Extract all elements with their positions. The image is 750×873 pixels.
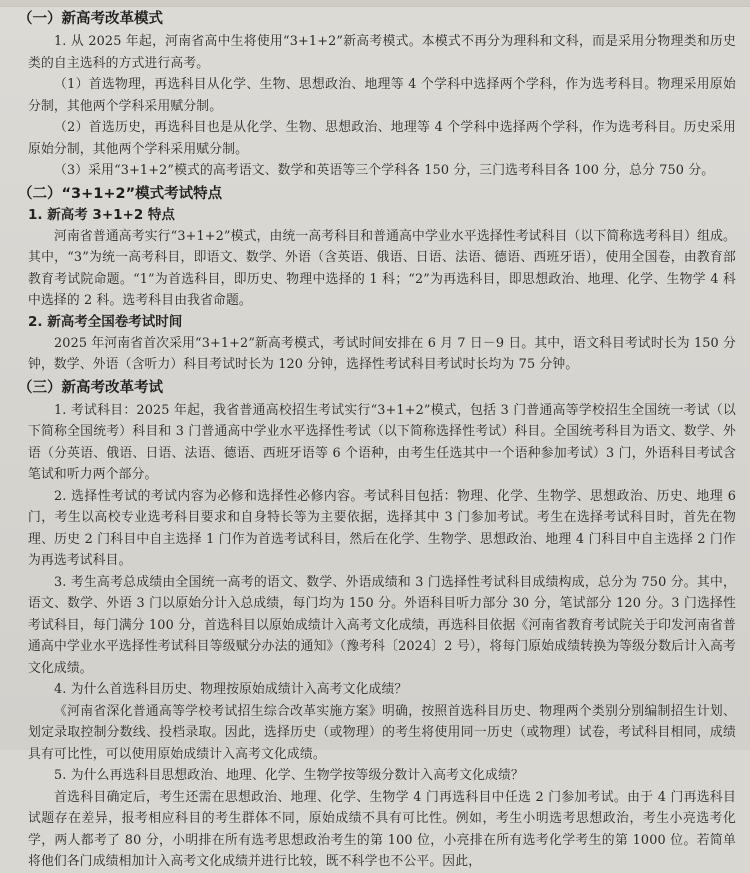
section-2-subheading-2: 2. 新高考全国卷考试时间 xyxy=(28,313,183,330)
section-2-subheading-1: 1. 新高考 3+1+2 特点 xyxy=(28,206,175,223)
section-1-para-4: （3）采用“3+1+2”模式的高考语文、数学和英语等三个学科各 150 分，三门选考科目各 100 分，总分 750 分。 xyxy=(54,163,715,178)
section-2-heading: （二）“3+1+2”模式考试特点 xyxy=(18,185,223,202)
section-3-question-4: 4. 为什么首选科目历史、物理按原始成绩计入高考文化成绩？ xyxy=(54,682,408,697)
section-3-para-3: 3. 考生高考总成绩由全国统一高考的语文、数学、外语成绩和 3 门选择性考试科目成绩构成，总分为 750 分。其中，语文、数学、外语 3 门以原始分计入总成绩，每门均为 150 分。外语科目听力部分 30 分，笔试部分 120 分。3 门选择性考试科目，每门满分 100 分，首选科目以原始成绩计入高考文化成绩，再选科目依据《河南省教育考试院关于印发河南省普通高中学业水平选择性考试科目等级赋分办法的通知》（豫考科〔2024〕2 号），将每门原始成绩转换为等级分数后计入高考文化成绩。 xyxy=(28,574,736,676)
section-3-para-2: 2. 选择性考试的考试内容为必修和选择性必修内容。考试科目包括：物理、化学、生物学、思想政治、历史、地理 6 门，考生以高校专业选考科目要求和自身特长等为主要依据，选择其中 3 门参加考试。考生在选择考试科目时，首先在物理、历史 2 门科目中自主选择 1 门作为首选考试科目，然后在化学、生物学、思想政治、地理 4 门科目中自主选择 2 门作为再选考试科目。 xyxy=(28,488,736,568)
section-3-heading: （三）新高考改革考试 xyxy=(18,379,163,396)
section-3-para-5: 首选科目确定后，考生还需在思想政治、地理、化学、生物学 4 门再选科目中任选 2 门参加考试。由于 4 门再选科目试题存在差异，报考相应科目的考生群体不同，原始成绩不具有可比性。例如，考生小明选考思想政治，考生小亮选考化学，两人都考了 80 分，小明排在所有选考思想政治考生的第 100 位，小亮排在所有选考化学考生的第 1000 位。若简单将他们各门成绩相加计入高考文化成绩并进行比较，既不科学也不公平。因此， xyxy=(28,789,736,869)
section-2-para-2: 2025 年河南省首次采用“3+1+2”新高考模式，考试时间安排在 6 月 7 日－9 日。其中，语文科目考试时长为 150 分钟，数学、外语（含听力）科目考试时长为 120 分钟，选择性考试科目考试时长均为 75 分钟。 xyxy=(28,335,736,372)
section-1-heading: （一）新高考改革模式 xyxy=(18,11,163,27)
section-3-question-5: 5. 为什么再选科目思想政治、地理、化学、生物学按等级分数计入高考文化成绩？ xyxy=(54,768,524,783)
section-1-para-2: （1）首选物理，再选科目从化学、生物、思想政治、地理等 4 个学科中选择两个学科，作为选考科目。物理采用原始分制，其他两个学科采用赋分制。 xyxy=(28,77,736,114)
section-3-para-1: 1. 考试科目：2025 年起，我省普通高校招生考试实行“3+1+2”模式，包括 3 门普通高等学校招生全国统一考试（以下简称全国统考）科目和 3 门普通高中学业水平选择性考试（以下简称选择性考试）科目。全国统考科目为语文、数学、外语（分英语、俄语、日语、法语、德语、西班牙语等 6 个语种，由考生任选其中一个语种参加考试）3 门，外语科目考试含笔试和听力两个部分。 xyxy=(28,402,736,482)
section-1-para-3: （2）首选历史，再选科目也是从化学、生物、思想政治、地理等 4 个学科中选择两个学科，作为选考科目。历史采用原始分制，其他两个学科采用赋分制。 xyxy=(28,120,736,157)
top-cut-edge xyxy=(0,0,750,7)
section-3-para-4: 《河南省深化普通高等学校考试招生综合改革实施方案》明确，按照首选科目历史、物理两个类别分别编制招生计划、划定录取控制分数线、投档录取。因此，选择历史（或物理）的考生将使用同一历史（或物理）试卷，考试科目相同，成绩具有可比性，可以使用原始成绩计入高考文化成绩。 xyxy=(28,703,736,762)
section-1-para-1: 1. 从 2025 年起，河南省高中生将使用“3+1+2”新高考模式。本模式不再分为理科和文科，而是采用分物理类和历史类的自主选科的方式进行高考。 xyxy=(28,34,736,71)
section-2-para-1: 河南省普通高考实行“3+1+2”模式，由统一高考科目和普通高中学业水平选择性考试科目（以下简称选考科目）组成。其中，“3”为统一高考科目，即语文、数学、外语（含英语、俄语、日语、法语、德语、西班牙语），使用全国卷，由教育部教育考试院命题。“1”为首选科目，即历史、物理中选择的 1 科；“2”为再选科目，即思想政治、地理、化学、生物学 4 科中选择的 2 科。选考科目由我省命题。 xyxy=(28,228,736,308)
